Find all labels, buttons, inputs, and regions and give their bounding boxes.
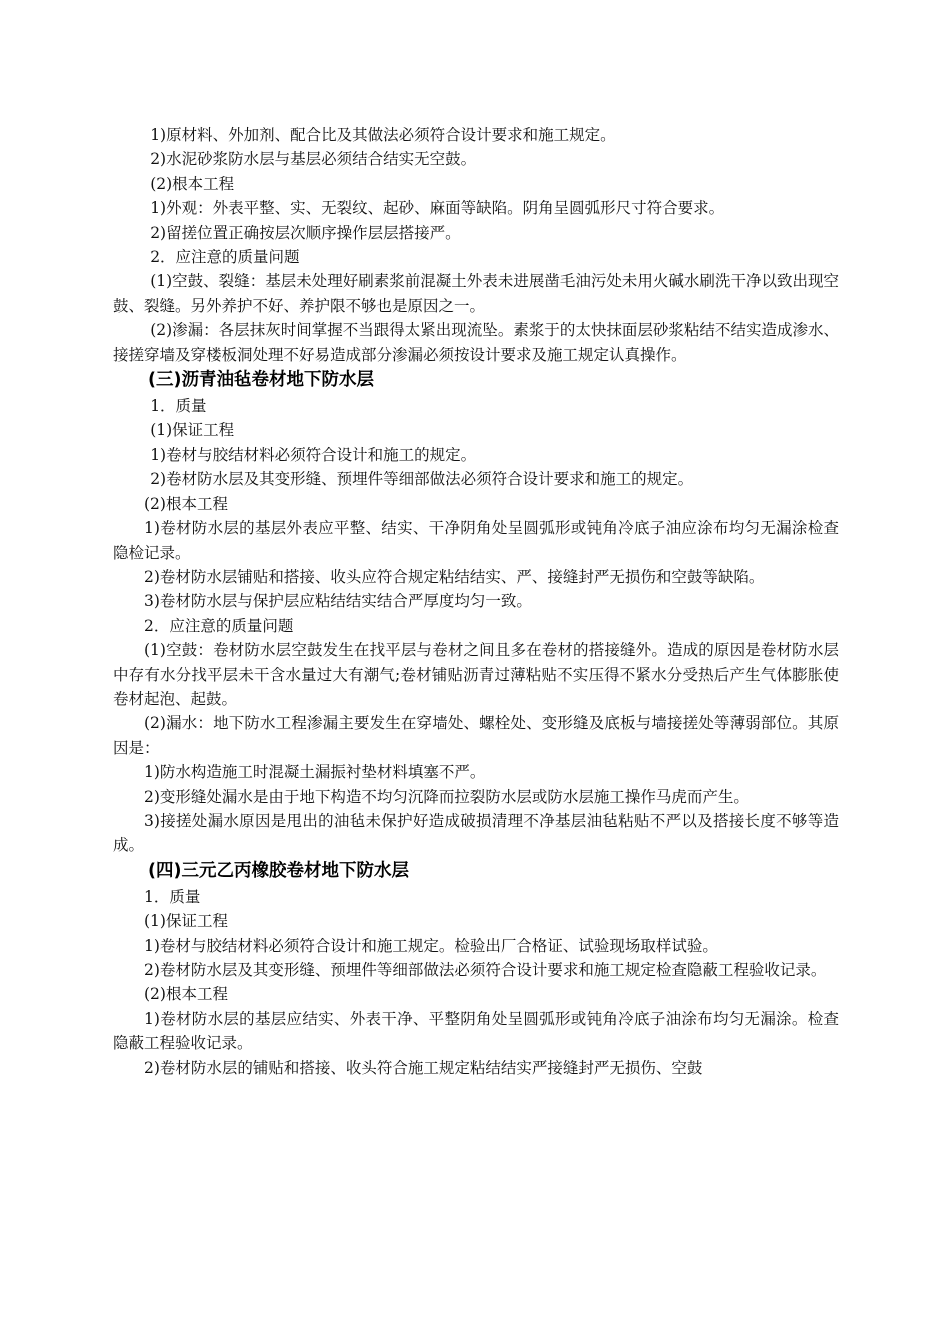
paragraph: (2)漏水：地下防水工程渗漏主要发生在穿墙处、螺栓处、变形缝及底板与墙接搓处等薄弱部位。其原因是： [113,714,839,757]
paragraph: (2)根本工程 [150,174,235,193]
paragraph: 1)卷材与胶结材料必须符合设计和施工规定。检验出厂合格证、试验现场取样试验。 [144,936,718,955]
paragraph: (2)根本工程 [144,985,228,1004]
section-heading: (四)三元乙丙橡胶卷材地下防水层 [148,860,409,881]
paragraph: 2．应注意的质量问题 [144,616,294,635]
paragraph: 1)原材料、外加剂、配合比及其做法必须符合设计要求和施工规定。 [150,126,616,144]
paragraph: (1)空鼓：卷材防水层空鼓发生在找平层与卷材之间且多在卷材的搭接缝外。造成的原因是卷材防水层中存有水分找平层未干含水量过大有潮气;卷材铺贴沥青过薄粘贴不实压得不紧水分受热后产生气体膨胀使卷材起泡、起鼓。 [113,641,839,708]
paragraph: 1．质量 [144,887,201,906]
paragraph: 1)外观：外表平整、实、无裂纹、起砂、麻面等缺陷。阴角呈圆弧形尺寸符合要求。 [150,199,725,218]
paragraph: 1)卷材与胶结材料必须符合设计和施工的规定。 [150,445,477,464]
paragraph: 3)卷材防水层与保护层应粘结结实结合严厚度均匀一致。 [144,592,532,611]
paragraph: (1)空鼓、裂缝：基层未处理好刷素浆前混凝土外表未进展凿毛油污处未用火碱水刷洗干净以致出现空鼓、裂缝。另外养护不好、养护限不够也是原因之一。 [113,272,839,315]
paragraph: (2)渗漏：各层抹灰时间掌握不当跟得太紧出现流坠。素浆于的太快抹面层砂浆粘结不结实造成渗水、接搓穿墙及穿楼板洞处理不好易造成部分渗漏必须按设计要求及施工规定认真操作。 [113,321,839,364]
paragraph: 2．应注意的质量问题 [150,248,300,267]
section-heading: (三)沥青油毡卷材地下防水层 [148,370,374,391]
paragraph: 1．质量 [150,397,207,416]
paragraph: 3)接搓处漏水原因是甩出的油毡未保护好造成破损清理不净基层油毡粘贴不严以及搭接长度不够等造成。 [113,811,839,855]
document-page [113,123,839,1080]
paragraph: 2)留搓位置正确按层次顺序操作层层搭接严。 [150,223,461,242]
paragraph: 1)卷材防水层的基层外表应平整、结实、干净阴角处呈圆弧形或钝角冷底子油应涂布均匀无漏涂检查隐检记录。 [113,519,839,562]
paragraph: 2)卷材防水层铺贴和搭接、收头应符合规定粘结结实、严、接缝封严无损伤和空鼓等缺陷。 [144,567,765,586]
paragraph: 2)卷材防水层及其变形缝、预埋件等细部做法必须符合设计要求和施工的规定。 [150,470,694,489]
paragraph: (1)保证工程 [144,912,228,931]
paragraph: (2)根本工程 [144,494,228,513]
paragraph: 2)水泥砂浆防水层与基层必须结合结实无空鼓。 [150,150,477,169]
paragraph: 2)变形缝处漏水是由于地下构造不均匀沉降而拉裂防水层或防水层施工操作马虎而产生。 [144,787,749,806]
paragraph: 2)卷材防水层及其变形缝、预埋件等细部做法必须符合设计要求和施工规定检查隐蔽工程验收记录。 [144,961,827,979]
paragraph: (1)保证工程 [150,421,235,440]
paragraph: 2)卷材防水层的铺贴和搭接、收头符合施工规定粘结结实严接缝封严无损伤、空鼓 [144,1058,703,1077]
paragraph: 1)防水构造施工时混凝土漏振衬垫材料填塞不严。 [144,763,486,782]
paragraph: 1)卷材防水层的基层应结实、外表干净、平整阴角处呈圆弧形或钝角冷底子油涂布均匀无漏涂。检查隐蔽工程验收记录。 [113,1009,839,1053]
